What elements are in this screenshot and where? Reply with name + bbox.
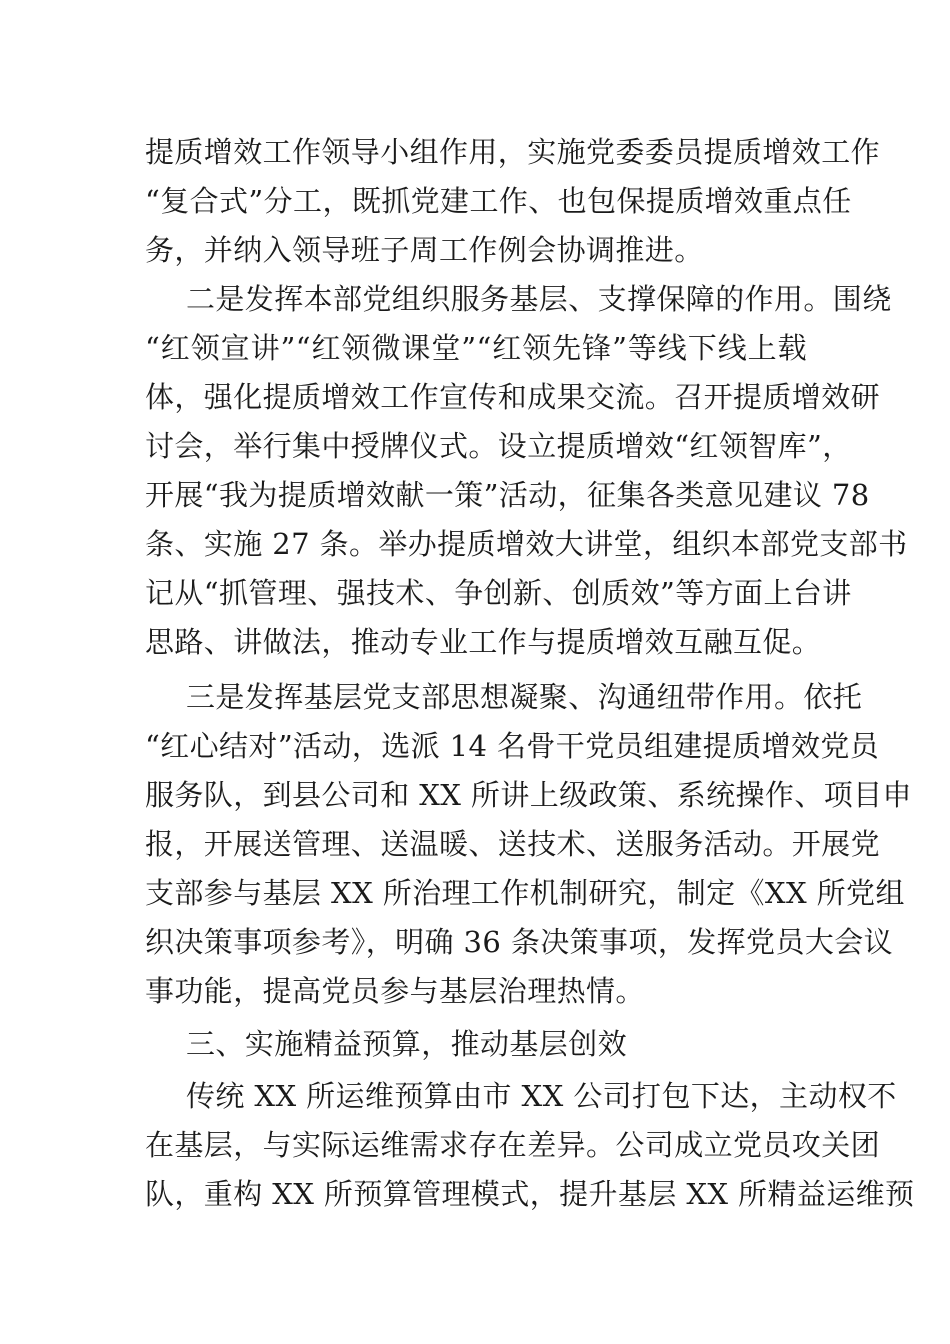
text-line: 体，强化提质增效工作宣传和成果交流。召开提质增效研 [145, 380, 881, 414]
text-line: 事功能，提高党员参与基层治理热情。 [145, 974, 645, 1008]
paragraph-start-line: 三是发挥基层党支部思想凝聚、沟通纽带作用。依托 [186, 680, 863, 714]
section-heading: 三、实施精益预算，推动基层创效 [186, 1027, 628, 1061]
paragraph-start-line: 传统 XX 所运维预算由市 XX 公司打包下达，主动权不 [186, 1079, 897, 1113]
text-line: 队，重构 XX 所预算管理模式，提升基层 XX 所精益运维预 [145, 1177, 915, 1211]
text-line: 条、实施 27 条。举办提质增效大讲堂，组织本部党支部书 [145, 527, 908, 561]
text-line: “复合式”分工，既抓党建工作、也包保提质增效重点任 [145, 184, 852, 218]
text-line: 开展“我为提质增效献一策”活动，征集各类意见建议 78 [145, 478, 870, 512]
text-line: 务，并纳入领导班子周工作例会协调推进。 [145, 233, 704, 267]
text-line: 报，开展送管理、送温暖、送技术、送服务活动。开展党 [145, 827, 881, 861]
text-line: 思路、讲做法，推动专业工作与提质增效互融互促。 [145, 625, 822, 659]
text-line: “红心结对”活动，选派 14 名骨干党员组建提质增效党员 [145, 729, 880, 763]
text-line: 织决策事项参考》，明确 36 条决策事项，发挥党员大会议 [145, 925, 894, 959]
paragraph-start-line: 二是发挥本部党组织服务基层、支撑保障的作用。围绕 [186, 282, 892, 316]
text-line: 服务队，到县公司和 XX 所讲上级政策、系统操作、项目申 [145, 778, 912, 812]
text-line: 记从“抓管理、强技术、争创新、创质效”等方面上台讲 [145, 576, 852, 610]
text-line: “红领宣讲”“红领微课堂”“红领先锋”等线下线上载 [145, 331, 807, 365]
text-line: 在基层，与实际运维需求存在差异。公司成立党员攻关团 [145, 1128, 881, 1162]
text-line: 支部参与基层 XX 所治理工作机制研究，制定《XX 所党组 [145, 876, 905, 910]
text-line: 提质增效工作领导小组作用，实施党委委员提质增效工作 [145, 135, 881, 169]
text-line: 讨会，举行集中授牌仪式。设立提质增效“红领智库”， [145, 429, 852, 463]
